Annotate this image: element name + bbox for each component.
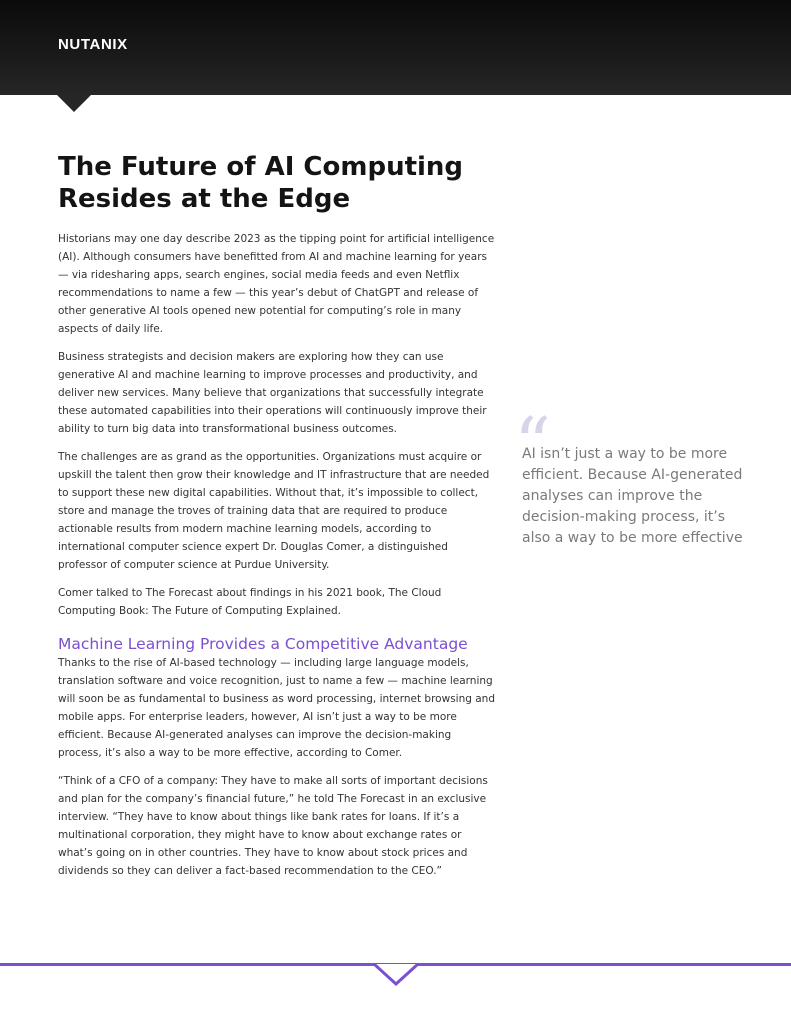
pull-quote-text: AI isn’t just a way to be more efficient. Because AI-generated analyses can improve the decision-making process, it’s also a way to be more effective bbox=[522, 446, 743, 546]
page-title: The Future of AI Computing Resides at the Edge bbox=[58, 152, 464, 214]
header-notch-decoration bbox=[57, 95, 91, 112]
paragraph: Thanks to the rise of AI-based technology — including large language models, translation software and voice recognition, just to name a few — machine learning will soon be as fundamental to business as word processing, internet browsing and mobile apps. For enterprise leaders, however, AI isn’t just a way to be more efficient. Because AI-generated analyses can improve the decision-making process, it’s also a way to be more effective, according to Comer. bbox=[58, 657, 495, 759]
header-band bbox=[0, 0, 791, 95]
paragraph: “Think of a CFO of a company: They have to make all sorts of important decisions and plan for the company’s financial future,” he told The Forecast in an exclusive interview. “They have to know about things like bank rates for loans. If it’s a multinational corporation, they might have to know about exchange rates or what’s going on in other countries. They have to know about stock prices and dividends so they can deliver a fact-based recommendation to the CEO.” bbox=[58, 775, 488, 877]
section-heading: Machine Learning Provides a Competitive Advantage bbox=[58, 635, 468, 653]
paragraph: Comer talked to The Forecast about findings in his 2021 book, The Cloud Computing Book: The Future of Computing Explained. bbox=[58, 587, 442, 617]
footer-chevron-icon bbox=[373, 962, 419, 986]
article-body bbox=[58, 230, 498, 890]
paragraph: The challenges are as grand as the opportunities. Organizations must acquire or upskill the talent then grow their knowledge and IT infrastructure that are needed to support these new digital capabilities. Without that, it’s impossible to collect, store and manage the troves of training data that are required to produce actionable results from modern machine learning models, according to international computer science expert Dr. Douglas Comer, a distinguished professor of computer science at Purdue University. bbox=[58, 451, 490, 571]
paragraph: Historians may one day describe 2023 as the tipping point for artificial intelligence (AI). Although consumers have benefitted from AI and machine learning for years — via ridesharing apps, search engines, social media feeds and even Netflix recommendations to name a few — this year’s debut of ChatGPT and release of other generative AI tools opened new potential for computing’s role in many aspects of daily life. bbox=[58, 233, 495, 335]
paragraph: Business strategists and decision makers are exploring how they can use generative AI and machine learning to improve processes and productivity, and deliver new services. Many believe that organizations that successfully integrate these automated capabilities into their operations will continuously improve their ability to turn big data into transformational business outcomes. bbox=[58, 351, 487, 435]
nutanix-logo: NUTANIX bbox=[58, 36, 128, 53]
quote-mark-icon: “ bbox=[514, 402, 551, 486]
pull-quote bbox=[514, 402, 752, 549]
